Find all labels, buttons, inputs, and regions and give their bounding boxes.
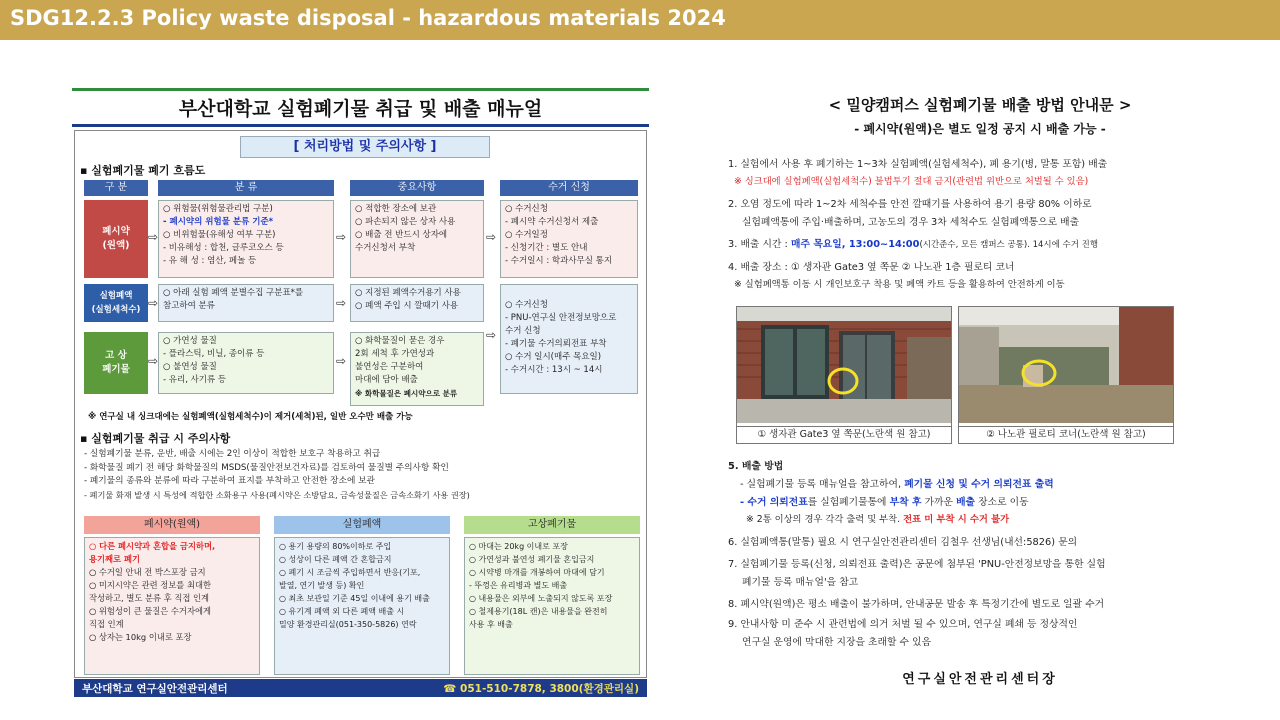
text-line: ○ 다른 폐시약과 혼합을 금지하며,	[89, 541, 216, 551]
text-line: ○ 수거일 안내 전 박스포장 금지	[89, 567, 206, 577]
text-line: ○ 시약병 마개를 개봉하여 마대에 담기	[469, 568, 605, 577]
arrow-icon: ⇨	[148, 354, 159, 368]
text-line: ○ 지정된 폐액수거용기 사용	[355, 288, 461, 298]
notice-title: < 밀양캠퍼스 실험폐기물 배출 방법 안내문 >	[828, 96, 1132, 114]
text-line: - 수거시간 : 13시 ~ 14시	[505, 365, 603, 375]
sink-note: ※ 연구실 내 싱크대에는 실험폐액(실험세척수)이 제거(세척)된, 일반 오수만 배출 가능	[88, 412, 413, 422]
text-line: - 신청기간 : 별도 안내	[505, 243, 588, 253]
cat-liquid-rules	[274, 537, 450, 675]
text-span: 폐기물 신청 및 수거 의뢰전표 출력	[904, 479, 1054, 490]
row-label-solid-waste: 고 상 폐기물	[84, 332, 148, 394]
arrow-icon: ⇨	[486, 230, 497, 244]
row1-collect	[500, 200, 638, 278]
notice-item-5: 5. 배출 방법	[728, 461, 784, 472]
text-span: - 실험폐기물 등록 매뉴얼을 참고하여,	[740, 479, 902, 490]
arrow-icon: ⇨	[336, 230, 347, 244]
text-line: ○ 화학물질이 묻은 경우	[355, 336, 445, 346]
text-span: (시간준수, 모든 캠퍼스 공통). 14시에 수거 진행	[919, 240, 1099, 250]
text-line: ○ 마대는 20kg 이내로 포장	[469, 542, 568, 551]
text-span: 장소로 이동	[978, 497, 1029, 508]
text-line: ○ 가연성과 불연성 폐기물 혼입금지	[469, 555, 595, 564]
handling-list	[84, 448, 644, 502]
text-line: 불연성은 구분하여	[355, 362, 424, 372]
banner	[0, 0, 1280, 40]
text-line: - 수거일시 : 학과사무실 통지	[505, 256, 613, 266]
list-item: - 폐기물 화재 발생 시 특성에 적합한 소화용구 사용(폐시약은 소방담요, 금속성물질은 금속소화기 사용 권장)	[84, 489, 470, 500]
notice-item-8: 8. 폐시약(원액)은 평소 배출이 불가하며, 안내공문 발송 후 특정기간에 별도로 일괄 수거	[728, 599, 1105, 610]
building-door-image	[737, 307, 951, 423]
notice-item-7a: 7. 실험폐기물 등록(신청, 의뢰전표 출력)은 공문에 첨부된 'PNU-안전정보망을 통한 실험	[728, 559, 1106, 570]
notice-item-9a: 9. 안내사항 미 준수 시 관련법에 의거 처벌 될 수 있으며, 연구실 폐쇄 등 정상적인	[728, 619, 1078, 630]
piloti-corner-image	[959, 307, 1173, 423]
col-header-important: 중요사항	[350, 180, 484, 196]
poster-title: 부산대학교 실험폐기물 취급 및 배출 매뉴얼	[178, 98, 543, 120]
notice-item-5a	[740, 478, 1054, 492]
text-line: ○ 폐기 시 조금씩 주입하면서 반응(기포,	[279, 568, 421, 577]
cat-header-reagent: 폐시약(원액)	[84, 516, 260, 534]
col-header-classify: 분 류	[158, 180, 334, 196]
waste-manual-poster	[72, 88, 649, 698]
footer-phone: ☎ 051-510-7878, 3800(환경관리실)	[443, 683, 639, 695]
arrow-icon: ⇨	[336, 296, 347, 310]
banner-title: SDG12.2.3 Policy waste disposal - hazardous materials 2024	[10, 6, 726, 30]
list-item: - 실험폐기물 분류, 운반, 배출 시에는 2인 이상이 적합한 보호구 착용하고 취급	[84, 449, 381, 459]
text-line: - PNU-연구실 안전정보망으로	[505, 313, 617, 323]
text-line: ○ 수거 일시(매주 목요일)	[505, 352, 602, 362]
notice-item-1-warning: ※ 싱크대에 실험폐액(실험세척수) 불법투기 절대 금지(관련법 위반으로 처벌될 수 있음)	[734, 176, 1089, 187]
text-line: 직접 인계	[89, 619, 124, 629]
poster-footer	[74, 679, 647, 697]
notice-item-2b: 실험폐액통에 주입·배출하며, 고농도의 경우 3차 세척수도 실험폐액통으로 배출	[742, 217, 1080, 228]
text-line: ○ 가연성 물질	[163, 336, 217, 346]
text-line: ○ 철제용기(18L 캔)은 내용물을 완전히	[469, 607, 608, 616]
text-line: ○ 유기계 폐액 외 다른 폐액 배출 시	[279, 607, 405, 616]
arrow-icon: ⇨	[148, 230, 159, 244]
row3-classify	[158, 332, 334, 394]
text-line: ○ 적합한 장소에 보관	[355, 204, 437, 214]
notice-item-9b: 연구실 운영에 막대한 지장을 초래할 수 있음	[742, 637, 932, 648]
text-line: ○ 용기 용량의 80%이하로 주입	[279, 542, 392, 551]
text-line: 마대에 담아 배출	[355, 375, 418, 385]
photo2-caption: ② 나노관 필로티 코너(노란색 원 참고)	[958, 426, 1174, 444]
flow-heading: ▪ 실험폐기물 폐기 흐름도	[80, 164, 206, 177]
text-line: 발열, 연기 발생 등) 확인	[279, 581, 365, 590]
photo1-caption: ① 생자관 Gate3 옆 쪽문(노란색 원 참고)	[736, 426, 952, 444]
text-line: - 유 해 성 : 염산, 페놀 등	[163, 256, 257, 266]
text-span: 부착 후	[889, 497, 922, 508]
text-line: 수거신청서 부착	[355, 243, 416, 253]
notice-item-6: 6. 실험폐액통(말통) 필요 시 연구실안전관리센터 김철우 선생님(내선:5826) 문의	[728, 537, 1078, 548]
list-item: - 화학물질 폐기 전 해당 화학물질의 MSDS(물질안전보건자료)를 검토하여 물질별 주의사항 확인	[84, 462, 449, 473]
row-label-waste-liquid: 실험폐액 (실험세척수)	[84, 284, 148, 322]
cat-header-solid: 고상폐기물	[464, 516, 640, 534]
text-line: 작성하고, 별도 분류 후 직접 인계	[89, 593, 210, 603]
text-line: ○ 내용물은 외부에 노출되지 않도록 포장	[469, 594, 613, 603]
text-span: 배출	[956, 497, 976, 508]
notice-signature: 연구실안전관리센터장	[902, 672, 1058, 687]
row1-important	[350, 200, 484, 278]
text-line: ○ 미지시약은 관련 정보를 최대한	[89, 580, 211, 590]
text-line: ○ 위험물(위험물관리법 구분)	[163, 204, 273, 214]
divider	[72, 88, 649, 91]
text-line: - 플라스틱, 비닐, 종이류 등	[163, 349, 265, 359]
photo-nano-piloti	[958, 306, 1174, 444]
text-line: - 뚜껑은 유리병과 별도 배출	[469, 581, 568, 590]
poster-subtitle: [ 처리방법 및 주의사항 ]	[240, 136, 490, 158]
text-line: ○ 폐액 주입 시 깔때기 사용	[355, 301, 459, 311]
notice-item-1: 1. 실험에서 사용 후 폐기하는 1~3차 실험폐액(실험세척수), 폐 용기(병, 말통 포함) 배출	[728, 159, 1108, 170]
row3-important	[350, 332, 484, 406]
text-line: - 비유해성 : 합천, 글루코오스 등	[163, 243, 284, 253]
arrow-icon: ⇨	[336, 354, 347, 368]
text-line: 사용 후 배출	[469, 620, 513, 629]
handling-heading: ▪ 실험폐기물 취급 시 주의사항	[80, 432, 231, 445]
text-line: 참고하여 분류	[163, 301, 215, 311]
text-span: 전표 미 부착 시 수거 불가	[903, 514, 1010, 525]
text-line: ○ 최초 보관일 기준 45일 이내에 용기 배출	[279, 594, 430, 603]
cat-header-liquid: 실험폐액	[274, 516, 450, 534]
row2-classify	[158, 284, 334, 322]
text-line: ○ 배출 전 반드시 상자에	[355, 230, 448, 240]
text-line: ○ 위험성이 큰 물질은 수거자에게	[89, 606, 211, 616]
text-line: ○ 불연성 물질	[163, 362, 217, 372]
row1-classify	[158, 200, 334, 278]
text-line: ○ 파손되지 않은 상자 사용	[355, 217, 456, 227]
text-line: 밀양 환경관리실(051-350-5826) 연락	[279, 620, 417, 629]
text-line: 수거 신청	[505, 326, 541, 336]
text-line: ○ 수거일정	[505, 230, 548, 240]
col-header-category: 구 분	[84, 180, 148, 196]
text-line: 2회 세척 후 가연성과	[355, 349, 435, 359]
notice-subtitle: - 폐시약(원액)은 별도 일정 공지 시 배출 가능 -	[854, 122, 1106, 136]
notice-item-5c	[746, 513, 1009, 527]
text-span: 를 실험폐기물통에	[807, 497, 887, 508]
text-line: - 폐기물 수거의뢰전표 부착	[505, 339, 607, 349]
text-line: ○ 성상이 다른 폐액 간 혼합금지	[279, 555, 392, 564]
text-line: - 폐시약 수거신청서 제출	[505, 217, 599, 227]
arrow-icon: ⇨	[486, 328, 497, 342]
row2-important	[350, 284, 484, 322]
notice-item-5b	[740, 496, 1029, 510]
footer-org: 부산대학교 연구실안전관리센터	[82, 683, 228, 695]
notice-item-7b: 폐기물 등록 매뉴얼'을 참고	[742, 577, 859, 588]
row2-collect	[500, 284, 638, 394]
cat-solid-rules	[464, 537, 640, 675]
text-span: 가까운	[924, 497, 953, 508]
arrow-icon: ⇨	[148, 296, 159, 310]
text-line: ○ 수거신청	[505, 300, 548, 310]
text-line: ○ 비위험물(유해성 여부 구분)	[163, 230, 276, 240]
notice-item-4: 4. 배출 장소 : ① 생자관 Gate3 옆 쪽문 ② 나노관 1층 필로티 코너	[728, 262, 1015, 273]
row-label-reagent: 폐시약 (원액)	[84, 200, 148, 278]
time-highlight: 매주 목요일, 13:00~14:00	[790, 239, 920, 250]
text-line: ※ 화학물질은 폐시약으로 분류	[355, 389, 458, 398]
text-line: ○ 상자는 10kg 이내로 포장	[89, 632, 192, 642]
col-header-collect: 수거 신청	[500, 180, 638, 196]
list-item: - 폐기물의 종류와 분류에 따라 구분하여 표지를 부착하고 안전한 장소에 보관	[84, 476, 375, 486]
text-line: - 폐시약의 위험물 분류 기준*	[163, 217, 274, 227]
text-line: ○ 수거신청	[505, 204, 548, 214]
notice-item-4-note: ※ 실험폐액통 이동 시 개인보호구 착용 및 폐액 카트 등을 활용하여 안전하게 이동	[734, 279, 1065, 290]
text-line: - 유리, 사기류 등	[163, 375, 227, 385]
divider	[72, 124, 649, 127]
text-line: 용기째로 폐기	[89, 554, 140, 564]
text-span: ※ 2통 이상의 경우 각각 출력 및 부착.	[746, 514, 901, 525]
notice-item-2a: 2. 오염 정도에 따라 1~2차 세척수를 안전 깔때기를 사용하여 용기 용량 80% 이하로	[728, 199, 1092, 210]
cat-reagent-rules	[84, 537, 260, 675]
photo-gate3-door	[736, 306, 952, 444]
text-line: ○ 아래 실험 폐액 분별수집 구분표*를	[163, 288, 304, 298]
text-span: - 수거 의뢰전표	[740, 497, 808, 508]
notice-item-3	[728, 238, 1098, 252]
text-span: 3. 배출 시간 :	[728, 239, 788, 250]
